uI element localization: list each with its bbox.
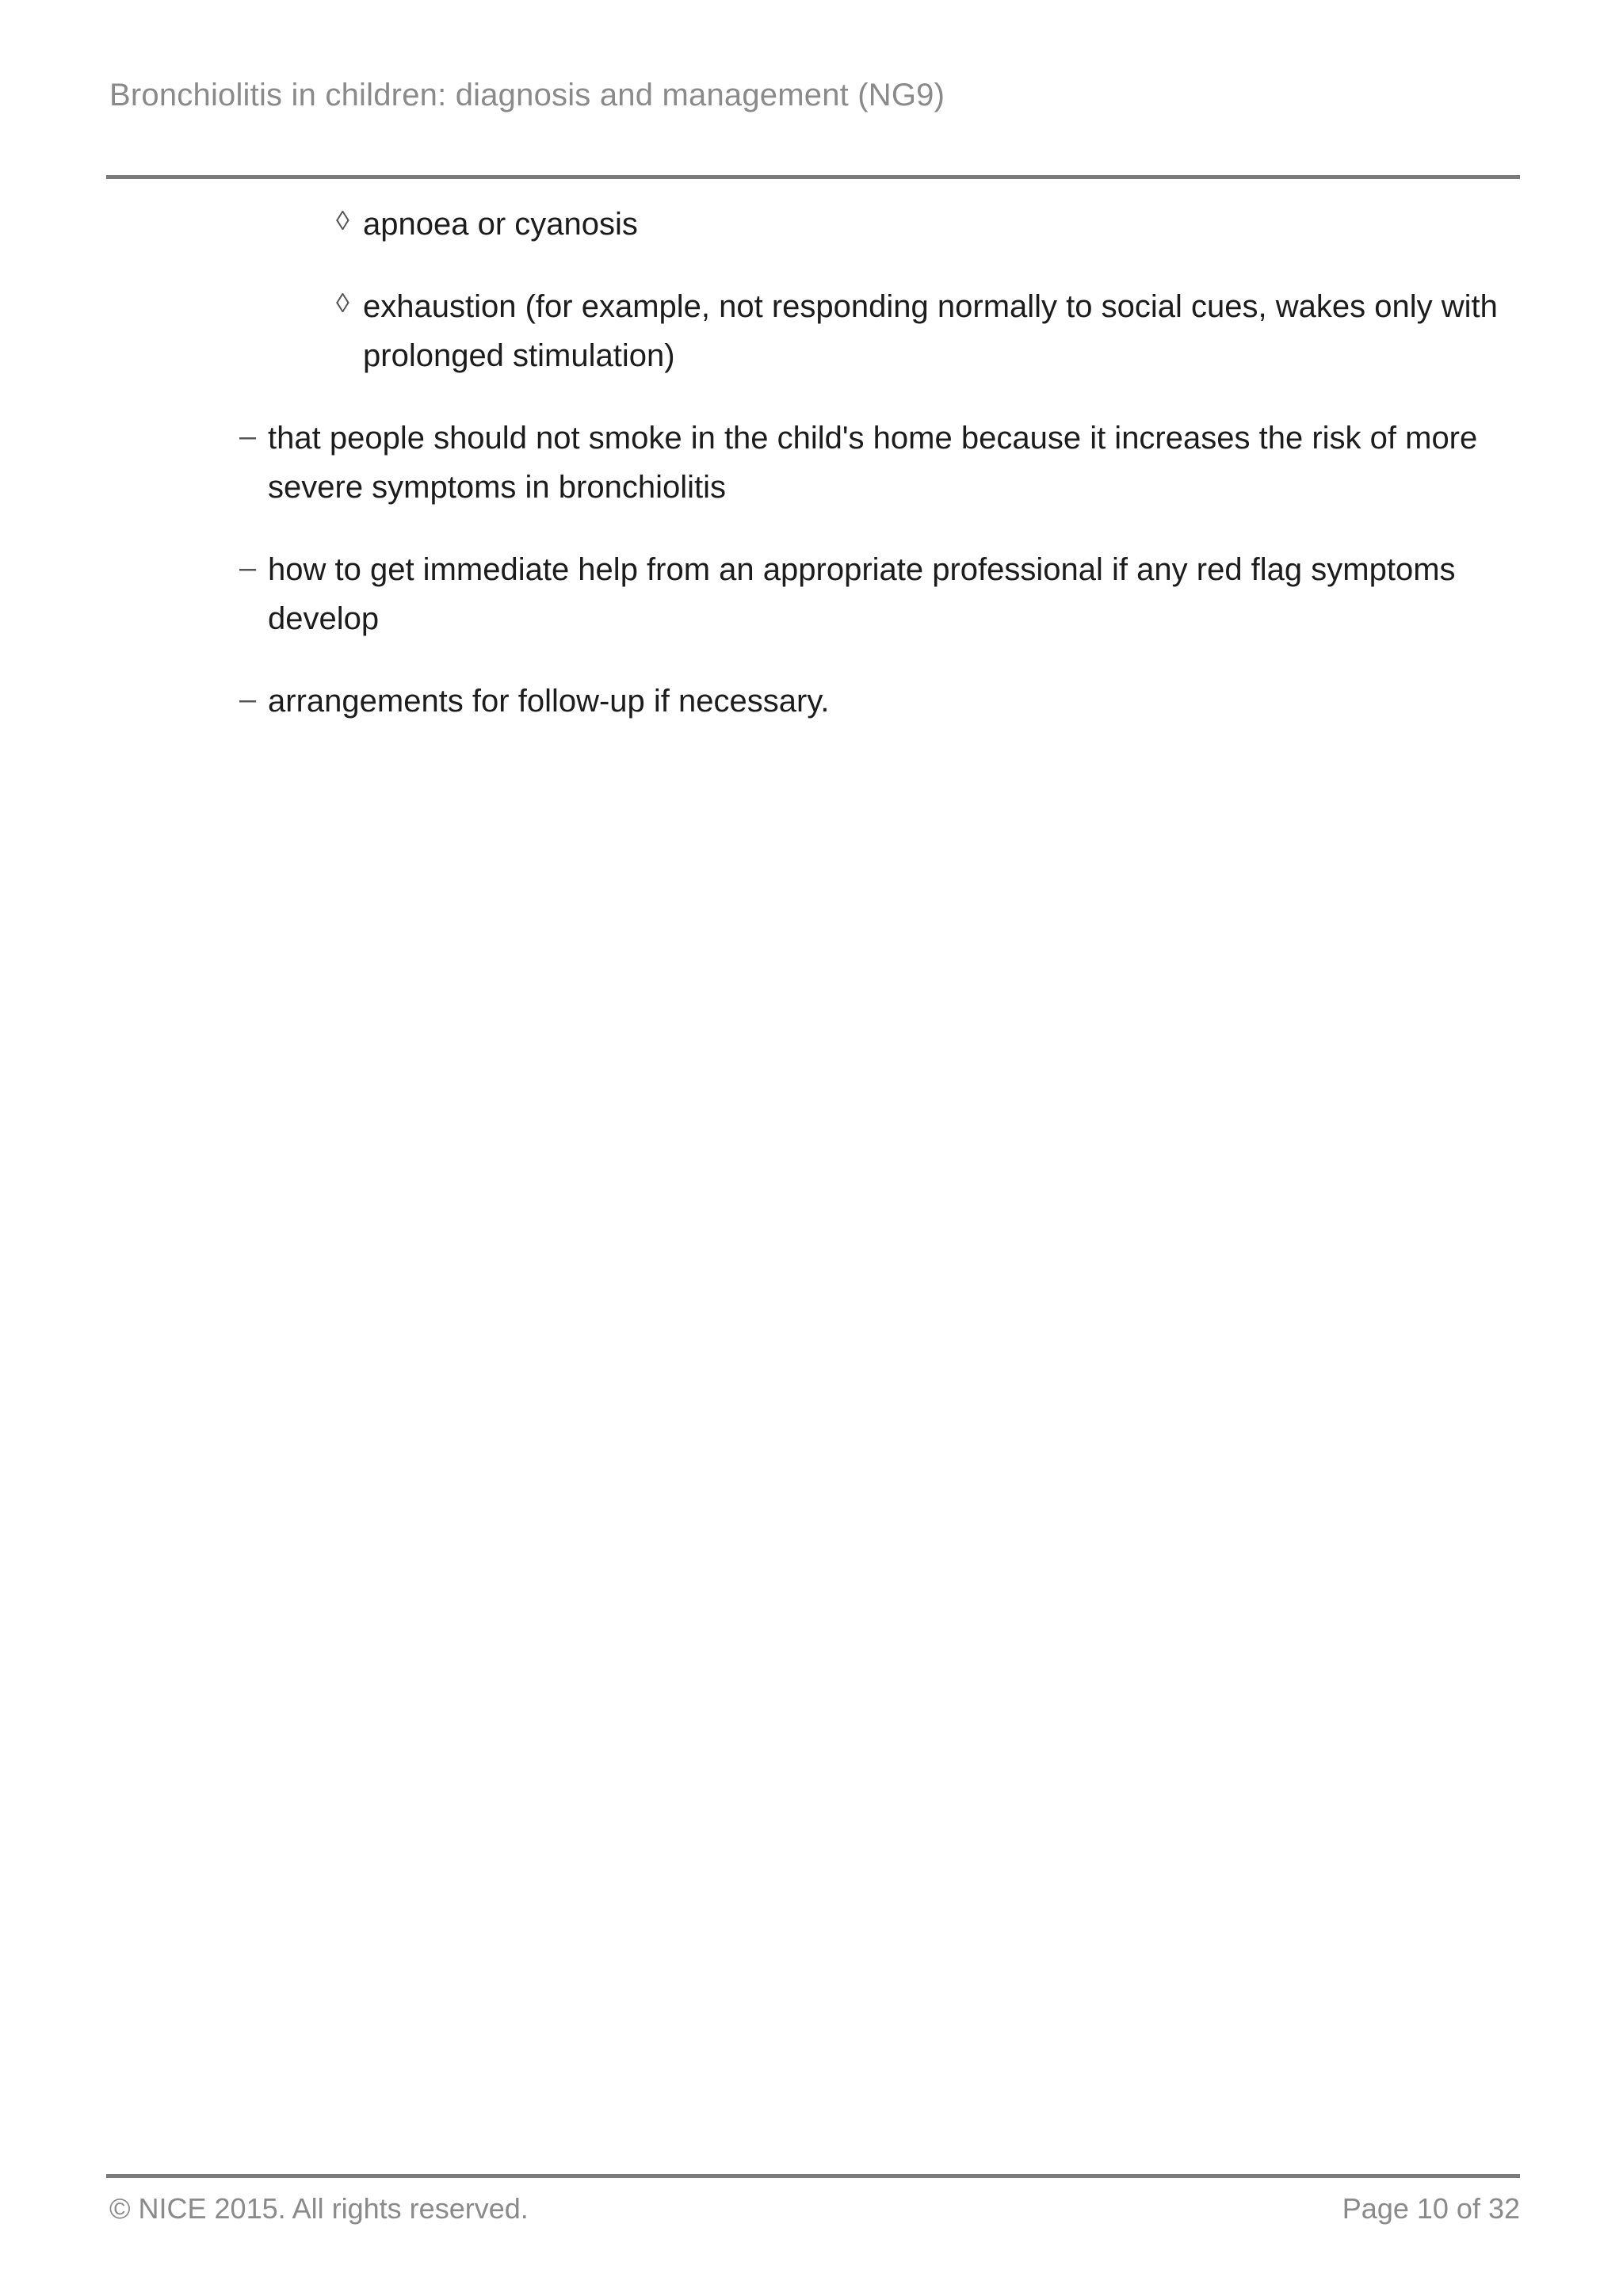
header-divider <box>106 175 1520 179</box>
copyright-notice: © NICE 2015. All rights reserved. <box>109 2192 529 2225</box>
sub-list-item-text: exhaustion (for example, not responding normally to social cues, wakes only with prolonged stimulation) <box>363 289 1498 373</box>
sub-list-item <box>336 282 1520 380</box>
list-item <box>239 545 1520 643</box>
document-header-title: Bronchiolitis in children: diagnosis and management (NG9) <box>109 78 945 113</box>
diamond-bullet-icon: ◊ <box>336 206 349 236</box>
list-item-text: how to get immediate help from an appropriate professional if any red flag symptoms develop <box>268 552 1456 636</box>
list-item <box>239 414 1520 512</box>
dash-bullet-icon: – <box>239 551 257 585</box>
dash-bullet-icon: – <box>239 420 257 453</box>
dash-bullet-icon: – <box>239 683 257 716</box>
diamond-bullet-icon: ◊ <box>336 288 349 318</box>
footer-divider <box>106 2174 1520 2178</box>
list-item-text: arrangements for follow-up if necessary. <box>268 684 830 719</box>
list-item <box>239 677 1520 726</box>
sub-list-item <box>336 200 1520 249</box>
list-item-text: that people should not smoke in the child's home because it increases the risk of more severe symptoms in bronchiolitis <box>268 421 1478 505</box>
page-number: Page 10 of 32 <box>1342 2192 1520 2225</box>
sub-list-item-text: apnoea or cyanosis <box>363 207 638 242</box>
